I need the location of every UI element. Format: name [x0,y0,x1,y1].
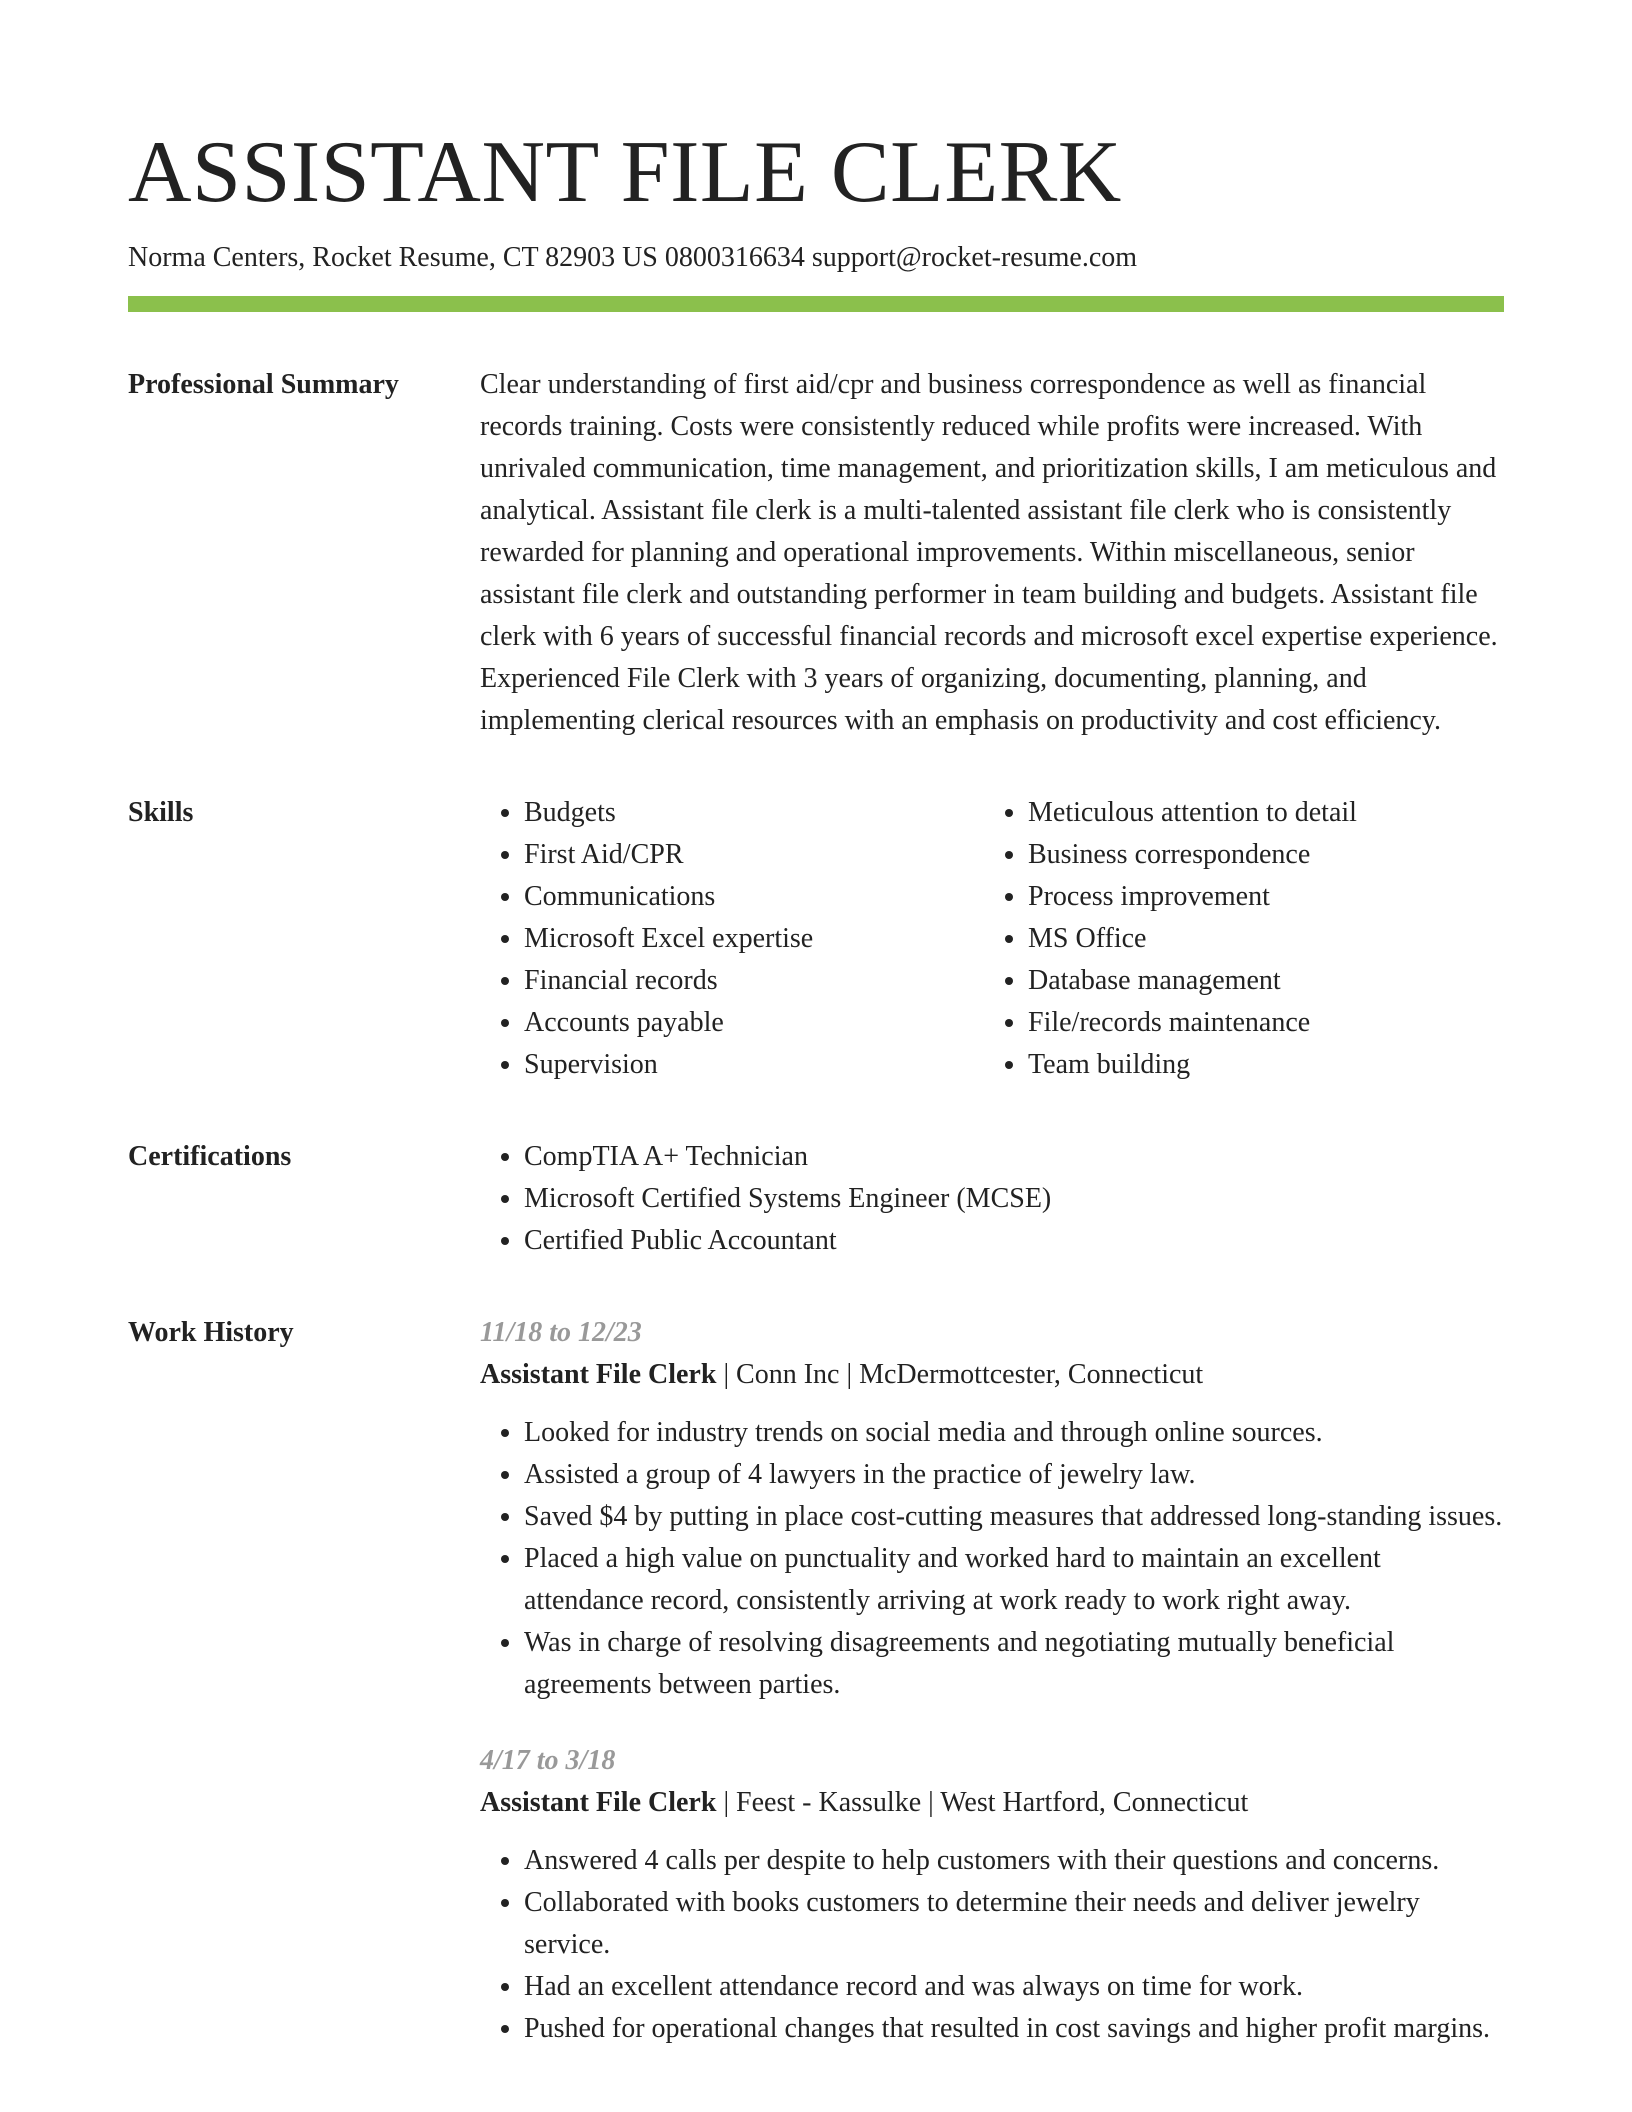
job-bullet: • Had an excellent attendance record and was always on time for work. [524,1966,1504,2008]
certification-item: • CompTIA A+ Technician [524,1136,1504,1178]
job-bullet: • Was in charge of resolving disagreements and negotiating mutually beneficial agreements between parties. [524,1622,1504,1706]
work-history-section [128,1312,1504,2084]
skill-item: • Accounts payable [524,1002,984,1044]
certification-item: • Certified Public Accountant [524,1220,1504,1262]
skill-item: • Meticulous attention to detail [1028,792,1504,834]
job-entry [480,1312,1504,1706]
job-bullet: • Placed a high value on punctuality and worked hard to maintain an excellent attendance record, consistently arriving at work ready to work right away. [524,1538,1504,1622]
job-bullets [480,1412,1504,1706]
job-separator: | [723,1787,737,1818]
section-label-skills: Skills [128,797,194,828]
summary-section [128,364,1504,742]
resume-page [128,118,1504,2084]
certifications-list [480,1136,1504,1262]
job-bullet: • Pushed for operational changes that resulted in cost savings and higher profit margins. [524,2008,1504,2050]
skill-item: • Team building [1028,1044,1504,1086]
job-separator: | [928,1787,941,1818]
summary-text: Clear understanding of first aid/cpr and business correspondence as well as financial records training. Costs were consistently reduced while profits were increased. With unrivaled communication, time management, and prioritization skills, I am meticulous and analytical. Assistant file clerk is a multi-talented assistant file clerk who is consistently rewarded for planning and operational improvements. Within miscellaneous, senior assistant file clerk and outstanding performer in team building and budgets. Assistant file clerk with 6 years of successful financial records and microsoft excel expertise experience. Experienced File Clerk with 3 years of organizing, documenting, planning, and implementing clerical resources with an emphasis on productivity and cost efficiency. [480,369,1498,736]
job-dates: 4/17 to 3/18 [480,1745,616,1776]
job-company: Conn Inc [736,1359,840,1390]
job-heading [480,1782,1504,1824]
skills-section [128,792,1504,1086]
job-bullet: • Looked for industry trends on social media and through online sources. [524,1412,1504,1454]
job-company: Feest - Kassulke [736,1787,922,1818]
job-title: Assistant File Clerk [480,1359,717,1390]
skill-item: • MS Office [1028,918,1504,960]
section-label-summary: Professional Summary [128,369,399,400]
job-dates: 11/18 to 12/23 [480,1317,642,1348]
job-heading [480,1354,1504,1396]
skills-list-left [480,792,984,1086]
skill-item: • Supervision [524,1044,984,1086]
skill-item: • Business correspondence [1028,834,1504,876]
skill-item: • File/records maintenance [1028,1002,1504,1044]
skill-item: • Financial records [524,960,984,1002]
skill-item: • Communications [524,876,984,918]
skill-item: • Microsoft Excel expertise [524,918,984,960]
job-bullet: • Answered 4 calls per despite to help customers with their questions and concerns. [524,1840,1504,1882]
job-bullet: • Assisted a group of 4 lawyers in the practice of jewelry law. [524,1454,1504,1496]
job-location: McDermottcester, Connecticut [859,1359,1204,1390]
certifications-section [128,1136,1504,1262]
contact-email: support@rocket-resume.com [811,242,1138,273]
job-bullet: • Collaborated with books customers to determine their needs and deliver jewelry service. [524,1882,1504,1966]
contact-phone: 0800316634 [664,242,805,273]
skill-item: • Process improvement [1028,876,1504,918]
skill-item: • First Aid/CPR [524,834,984,876]
skill-item: • Budgets [524,792,984,834]
resume-title: ASSISTANT FILE CLERK [128,124,1122,221]
job-separator: | [723,1359,737,1390]
job-bullet: • Saved $4 by putting in place cost-cutting measures that addressed long-standing issues. [524,1496,1504,1538]
contact-line [128,240,1504,276]
contact-name: Norma Centers, [128,242,306,273]
job-bullets [480,1840,1504,2050]
section-label-work-history: Work History [128,1317,294,1348]
job-separator: | [846,1359,860,1390]
job-entry [480,1740,1504,2050]
job-location: West Hartford, Connecticut [940,1787,1249,1818]
certification-item: • Microsoft Certified Systems Engineer (MCSE) [524,1178,1504,1220]
section-label-certifications: Certifications [128,1141,292,1172]
skills-list-right [984,792,1504,1086]
accent-divider [128,296,1504,312]
contact-address: Rocket Resume, CT 82903 US [312,242,658,273]
skill-item: • Database management [1028,960,1504,1002]
job-title: Assistant File Clerk [480,1787,717,1818]
